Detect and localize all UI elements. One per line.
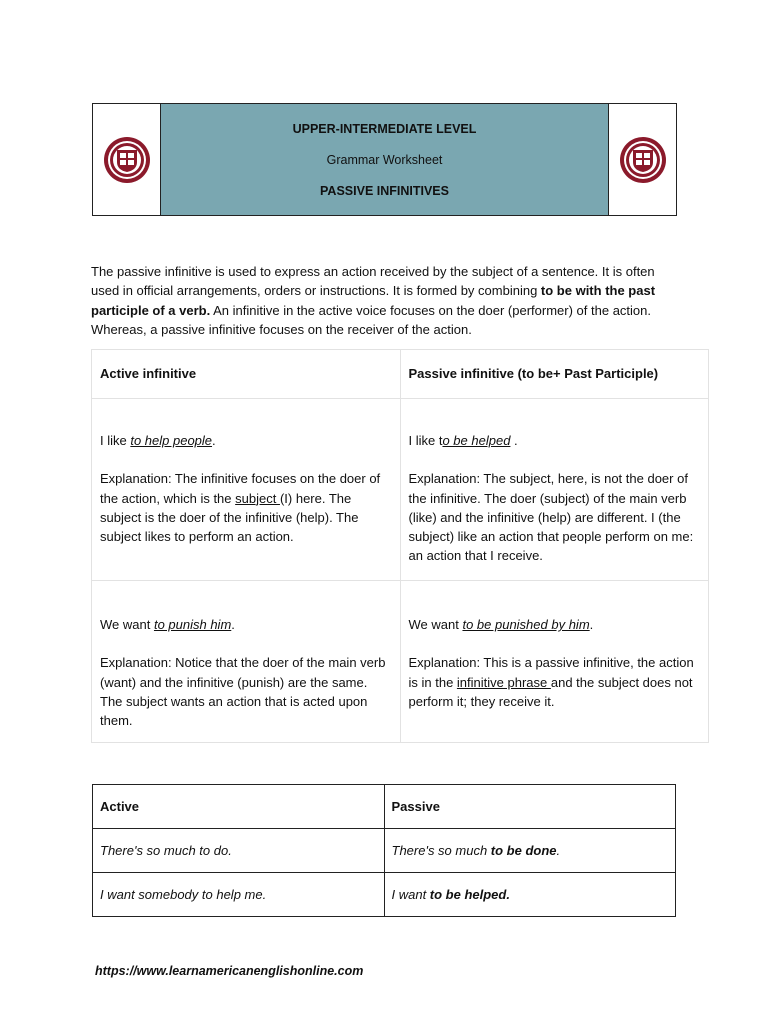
topic-title: PASSIVE INFINITIVES — [320, 183, 449, 198]
explanation: Explanation: Notice that the doer of the main verb (want) and the infinitive (punish) are the same. The subject wants an action that is acted upon them. — [100, 655, 386, 729]
explanation-text: and the subject does not perform it; they receive it. — [408, 674, 693, 709]
sentence-end: . — [510, 433, 518, 448]
active-passive-table — [92, 784, 676, 917]
explanation — [100, 469, 392, 546]
infinitive-phrase: to help people — [130, 433, 213, 448]
active-cell: I want somebody to help me. — [93, 873, 385, 917]
table-row — [92, 399, 709, 581]
logo-cell-left — [93, 104, 161, 215]
active-header: Active infinitive — [92, 350, 401, 399]
active-cell — [92, 399, 401, 581]
table-row — [92, 581, 709, 743]
example-sentence — [409, 431, 701, 450]
example-sentence — [100, 431, 392, 450]
intro-paragraph — [91, 262, 681, 339]
intro-text-1: The passive infinitive is used to express an action received by the subject of a sentence. It is often used in official arrangements, orders or instructions. It is formed by combining — [91, 264, 655, 299]
passive-cell — [400, 581, 709, 743]
sentence-end: . — [212, 433, 216, 448]
table-header-row — [92, 350, 709, 399]
passive-bold: to be helped. — [429, 887, 510, 902]
header-title-cell — [161, 104, 608, 215]
sentence-end: . — [231, 617, 235, 632]
passive-bold: to be done — [490, 843, 557, 858]
intro-text-2: An infinitive in the active voice focuses on the doer (performer) of the action. Whereas, a passive infinitive focuses on the receiver of the action. — [91, 302, 651, 337]
explanation-underlined: subject — [235, 490, 280, 506]
table-row — [93, 829, 676, 873]
footer-url[interactable]: https://www.learnamericanenglishonline.com — [95, 964, 364, 978]
worksheet-header — [92, 103, 677, 216]
passive-end: . — [556, 843, 561, 858]
passive-text: There's so much — [391, 843, 491, 858]
example-sentence — [100, 615, 392, 634]
worksheet-subtitle: Grammar Worksheet — [326, 152, 443, 167]
sentence-end: . — [589, 617, 594, 632]
active-cell — [92, 581, 401, 743]
infinitive-phrase: to punish him — [153, 617, 232, 632]
explanation: Explanation: The subject, here, is not the doer of the infinitive. The doer (subject) of the main verb (like) and the infinitive (help) are different. I (the subject) like an action that people perform on me: an action that I receive. — [408, 471, 694, 564]
seal-logo-icon — [102, 135, 152, 185]
logo-cell-right — [608, 104, 676, 215]
level-title: UPPER-INTERMEDIATE LEVEL — [292, 121, 477, 136]
example-sentence — [409, 615, 701, 634]
intro-bold: to be with the past participle of a verb. — [91, 283, 656, 318]
table-header-row — [93, 785, 676, 829]
seal-logo-icon — [618, 135, 668, 185]
sentence-text: We want — [408, 617, 463, 632]
sentence-text: I like — [100, 433, 131, 448]
infinitive-phrase: o be helped — [442, 433, 511, 448]
explanation-text: Explanation: The infinitive focuses on the doer of the action, which is the — [100, 471, 381, 506]
sentence-text: We want — [100, 617, 154, 632]
explanation-underlined: infinitive phrase — [456, 674, 551, 690]
passive-header: Passive infinitive (to be+ Past Participle) — [400, 350, 709, 399]
explanation — [409, 653, 701, 711]
passive-header: Passive — [384, 785, 676, 829]
passive-cell — [384, 873, 676, 917]
active-header: Active — [93, 785, 385, 829]
passive-cell — [384, 829, 676, 873]
table-row — [93, 873, 676, 917]
sentence-text: I like t — [408, 433, 443, 448]
passive-text: I want — [391, 887, 430, 902]
infinitive-table — [91, 349, 709, 743]
explanation-text: Explanation: This is a passive infinitive, the action is in the — [408, 655, 694, 690]
explanation-text: (I) here. The subject is the doer of the infinitive (help). The subject likes to perform an action. — [100, 490, 359, 545]
passive-cell — [400, 399, 709, 581]
active-cell: There's so much to do. — [93, 829, 385, 873]
infinitive-phrase: to be punished by him — [462, 617, 590, 632]
